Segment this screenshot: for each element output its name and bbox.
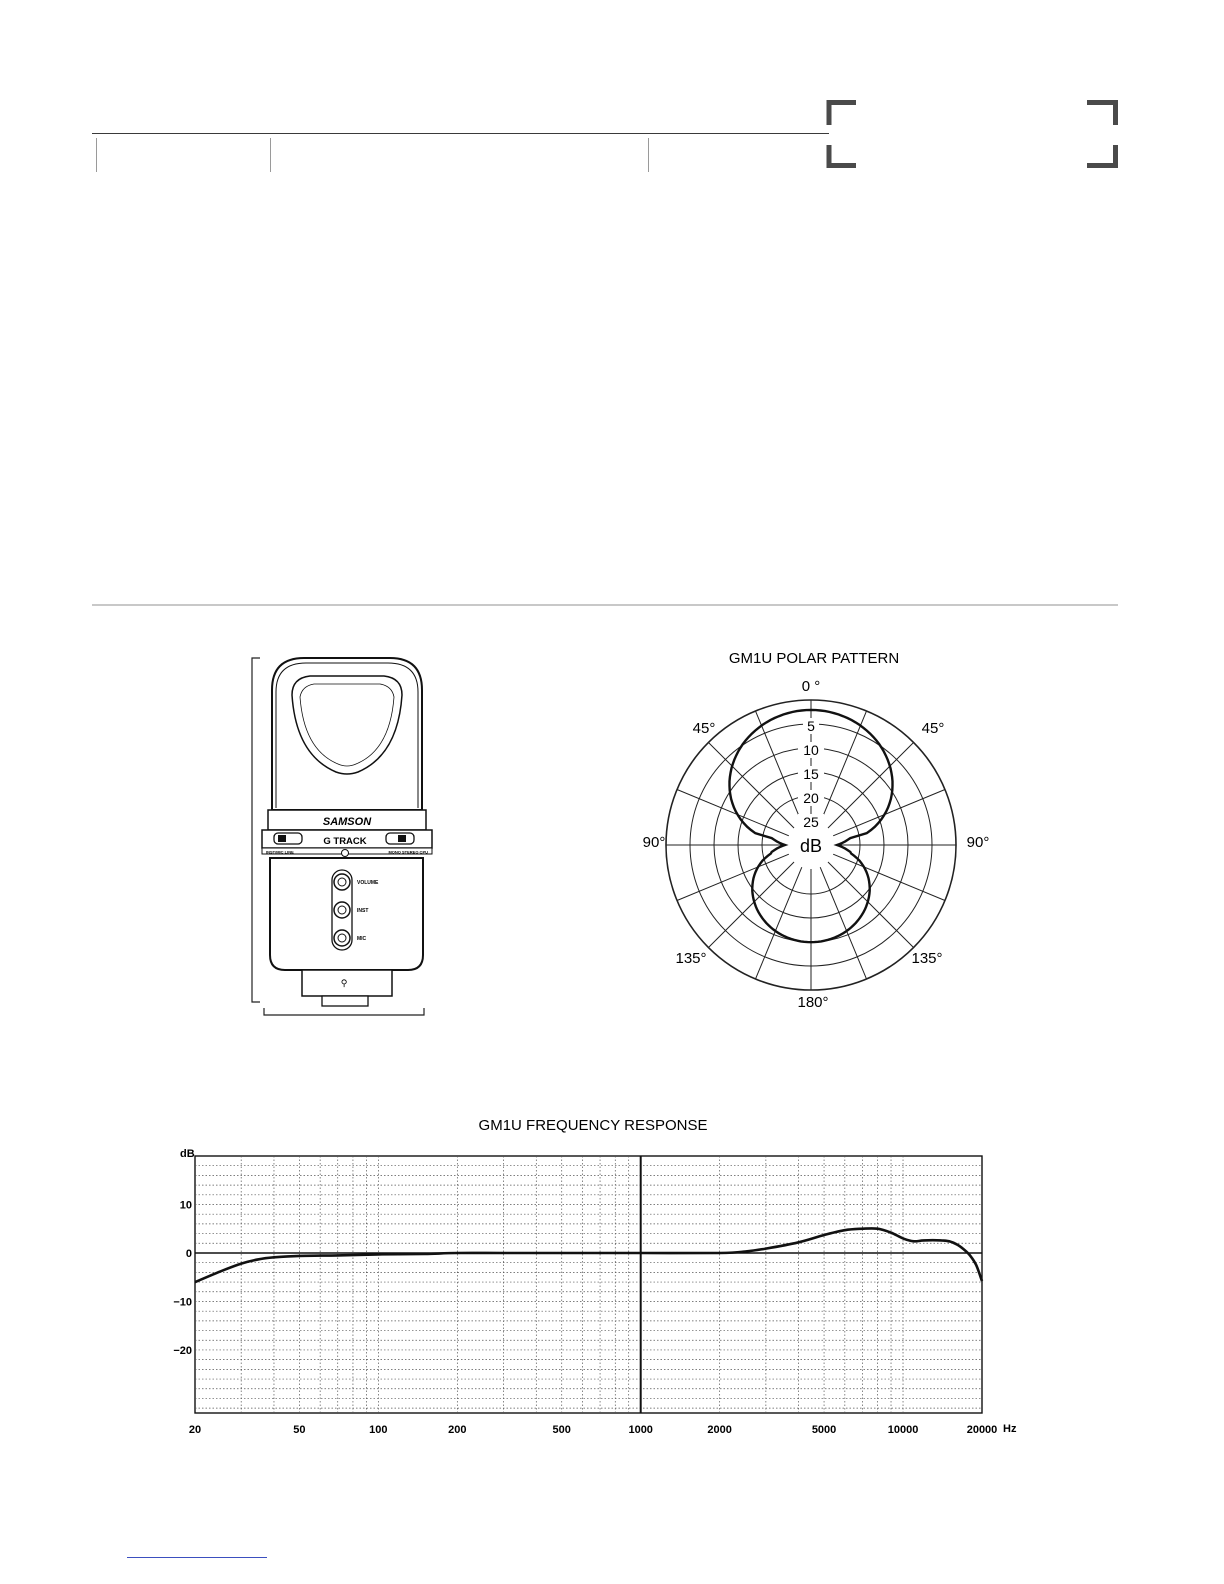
width-dimension-line [264, 1008, 424, 1015]
polar-spoke-247.5 [677, 854, 789, 900]
x-tick-20000: 20000 [966, 1424, 998, 1436]
gtrack-microphone-drawing [240, 650, 440, 1025]
ring-label-10: 10 [803, 742, 819, 758]
ring-label-20: 20 [803, 790, 819, 806]
polar-spoke-202.5 [756, 867, 802, 979]
volume-knob [334, 874, 350, 890]
ring-label-15: 15 [803, 766, 819, 782]
footer-link-underline [127, 1557, 267, 1558]
inst-knob [334, 902, 350, 918]
header-rule [92, 133, 829, 134]
brand-label: SAMSON [322, 816, 372, 828]
switch-left-label: INST/MIC LINE [266, 849, 294, 855]
x-tick-labels [189, 1424, 997, 1436]
x-tick-200: 200 [448, 1424, 467, 1436]
mic-label: MIC [357, 936, 367, 942]
polar-spoke-292.5 [677, 790, 789, 836]
angle-label-90-left: 90° [642, 834, 666, 851]
angle-label-90-right: 90° [966, 834, 990, 851]
mode-switch-knob [398, 835, 406, 842]
header-divider-2 [270, 138, 271, 172]
angle-label-135-right: 135° [911, 950, 943, 967]
angle-label-180: 180° [797, 994, 829, 1011]
chart-title: GM1U FREQUENCY RESPONSE [478, 1117, 708, 1134]
x-tick-2000: 2000 [707, 1424, 732, 1436]
ring-label-5: 5 [807, 718, 815, 734]
x-tick-100: 100 [369, 1424, 388, 1436]
model-label: G TRACK [323, 836, 367, 847]
y-tick-labels [173, 1199, 192, 1356]
usb-symbol: ⚲ [340, 978, 348, 988]
polar-title: GM1U POLAR PATTERN [728, 650, 900, 667]
x-tick-50: 50 [293, 1424, 306, 1436]
y-tick-0: 0 [185, 1247, 192, 1260]
x-tick-10000: 10000 [887, 1424, 919, 1436]
x-tick-1000: 1000 [628, 1424, 653, 1436]
polar-spoke-22.5 [820, 711, 866, 823]
x-tick-5000: 5000 [811, 1424, 837, 1436]
x-tick-20: 20 [188, 1424, 202, 1436]
polar-spoke-112.5 [833, 854, 945, 900]
y-tick--20: −20 [173, 1344, 192, 1357]
polar-spoke-315 [708, 742, 794, 828]
section-divider [92, 604, 1118, 606]
header-bracket-frame [820, 95, 1125, 175]
angle-label-45-left: 45° [692, 720, 716, 737]
x-axis-label: Hz [1003, 1423, 1017, 1435]
status-led [342, 850, 349, 857]
inst-label: INST [357, 908, 369, 914]
header-divider-3 [648, 138, 649, 172]
height-dimension-line [252, 658, 260, 1002]
angle-label-45-right: 45° [921, 720, 945, 737]
mic-head [272, 658, 422, 810]
polar-center-label: dB [799, 836, 823, 856]
mic-knob [334, 930, 350, 946]
header-divider-1 [96, 138, 97, 172]
x-tick-500: 500 [552, 1424, 571, 1436]
input-switch-knob [278, 835, 286, 842]
angle-label-135-left: 135° [675, 950, 707, 967]
polar-spoke-337.5 [756, 711, 802, 823]
y-axis-label: dB [180, 1148, 195, 1160]
polar-spoke-45 [828, 742, 914, 828]
ring-label-25: 25 [803, 814, 819, 830]
frequency-response-chart [170, 1108, 1050, 1448]
y-tick-10: 10 [179, 1199, 192, 1212]
polar-spoke-67.5 [833, 790, 945, 836]
bracket-bottom-right [1087, 145, 1116, 166]
bracket-bottom-left [829, 145, 856, 166]
y-tick--10: −10 [173, 1296, 192, 1309]
switch-right-label: MONO STEREO CPU [388, 849, 428, 855]
mic-mount-stub [322, 996, 368, 1006]
volume-label: VOLUME [357, 880, 379, 886]
chart-grid [195, 1156, 982, 1413]
polar-pattern-chart [630, 640, 1010, 1020]
angle-label-0: 0 ° [801, 678, 821, 695]
bracket-top-left [829, 103, 856, 126]
bracket-top-right [1087, 103, 1116, 126]
polar-spoke-157.5 [820, 867, 866, 979]
series-line-gm1u [195, 1228, 982, 1282]
